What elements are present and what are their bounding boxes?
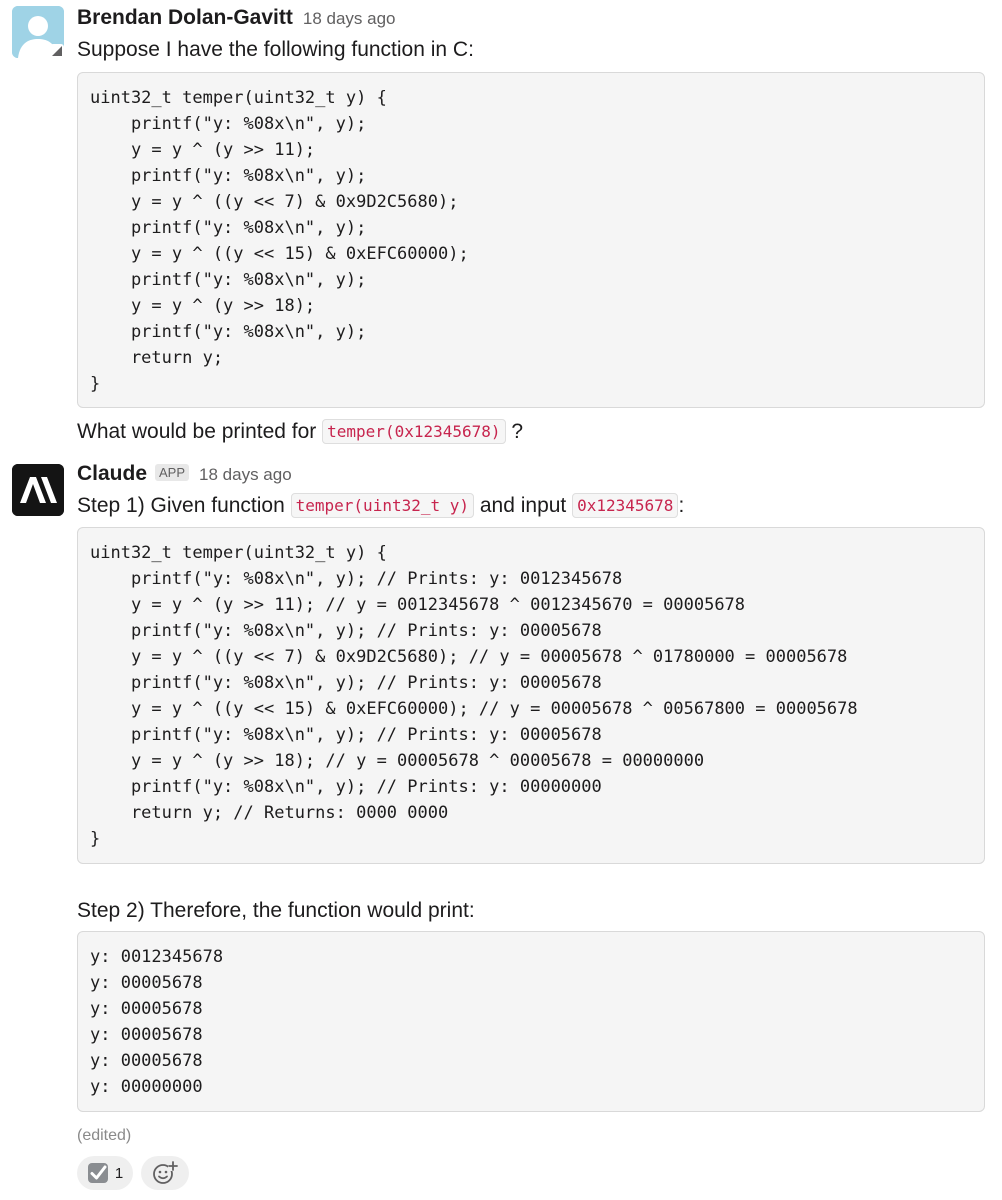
output-code-block	[77, 931, 985, 1112]
claude-logo-icon	[12, 464, 64, 516]
reaction-check[interactable]	[77, 1156, 133, 1190]
step1-text	[77, 494, 684, 518]
code-line: }	[90, 829, 101, 849]
code-line: y = y ^ ((y << 15) & 0xEFC60000); // y = 00005678 ^ 00567800 = 00005678	[90, 699, 858, 719]
code-block	[77, 72, 985, 408]
code-block	[77, 527, 985, 864]
sender-name[interactable]: Brendan Dolan-Gavitt	[77, 6, 293, 29]
code-line: uint32_t temper(uint32_t y) {	[90, 88, 387, 108]
message-header	[77, 6, 396, 30]
message-intro: Suppose I have the following function in C:	[77, 38, 474, 61]
code-line: y = y ^ ((y << 7) & 0x9D2C5680); // y = 00005678 ^ 01780000 = 00005678	[90, 647, 848, 667]
output-line: y: 00005678	[90, 1051, 203, 1071]
message-header	[77, 462, 292, 486]
edited-label: (edited)	[77, 1127, 132, 1144]
sender-name[interactable]: Claude	[77, 462, 148, 485]
inline-code: temper(0x12345678)	[322, 419, 505, 444]
reaction-count: 1	[114, 1164, 124, 1182]
inline-code: temper(uint32_t y)	[291, 493, 474, 518]
output-line: y: 00005678	[90, 999, 203, 1019]
step2-text: Step 2) Therefore, the function would print:	[77, 899, 475, 922]
code-line: printf("y: %08x\n", y); // Prints: y: 00005678	[90, 673, 602, 693]
code-line: return y;	[90, 348, 224, 368]
code-line: printf("y: %08x\n", y); // Prints: y: 0012345678	[90, 569, 623, 589]
code-line: y = y ^ (y >> 18);	[90, 296, 316, 316]
code-line: printf("y: %08x\n", y); // Prints: y: 00005678	[90, 621, 602, 641]
code-line: printf("y: %08x\n", y);	[90, 218, 367, 238]
code-line: printf("y: %08x\n", y);	[90, 270, 367, 290]
question-text	[77, 420, 523, 444]
code-line: y = y ^ (y >> 11);	[90, 140, 316, 160]
question-prefix: What would be printed for	[77, 420, 323, 443]
add-reaction-icon	[152, 1160, 178, 1186]
inline-code: 0x12345678	[572, 493, 678, 518]
code-line: }	[90, 374, 101, 394]
claude-avatar[interactable]	[12, 464, 64, 516]
code-line: y = y ^ (y >> 11); // y = 0012345678 ^ 0012345670 = 00005678	[90, 595, 746, 615]
code-line: printf("y: %08x\n", y); // Prints: y: 00000000	[90, 777, 602, 797]
reactions-bar	[77, 1156, 189, 1190]
output-line: y: 00005678	[90, 973, 203, 993]
code-line: y = y ^ ((y << 15) & 0xEFC60000);	[90, 244, 469, 264]
code-line: y = y ^ (y >> 18); // y = 00005678 ^ 00005678 = 00000000	[90, 751, 705, 771]
code-line: printf("y: %08x\n", y);	[90, 166, 367, 186]
step1-suffix: :	[678, 494, 685, 517]
code-line: printf("y: %08x\n", y);	[90, 322, 367, 342]
ballot-box-with-check-icon	[87, 1162, 109, 1184]
code-line: return y; // Returns: 0000 0000	[90, 803, 449, 823]
output-line: y: 00000000	[90, 1077, 203, 1097]
output-line: y: 0012345678	[90, 947, 224, 967]
app-badge: APP	[155, 464, 189, 481]
code-line: uint32_t temper(uint32_t y) {	[90, 543, 387, 563]
code-line: printf("y: %08x\n", y); // Prints: y: 00005678	[90, 725, 602, 745]
timestamp[interactable]: 18 days ago	[199, 465, 292, 484]
presence-indicator	[50, 44, 64, 58]
step1-middle: and input	[474, 494, 573, 517]
code-line: printf("y: %08x\n", y);	[90, 114, 367, 134]
add-reaction-button[interactable]	[141, 1156, 189, 1190]
output-line: y: 00005678	[90, 1025, 203, 1045]
step1-prefix: Step 1) Given function	[77, 494, 291, 517]
question-suffix: ?	[505, 420, 524, 443]
timestamp[interactable]: 18 days ago	[302, 9, 396, 28]
code-line: y = y ^ ((y << 7) & 0x9D2C5680);	[90, 192, 459, 212]
